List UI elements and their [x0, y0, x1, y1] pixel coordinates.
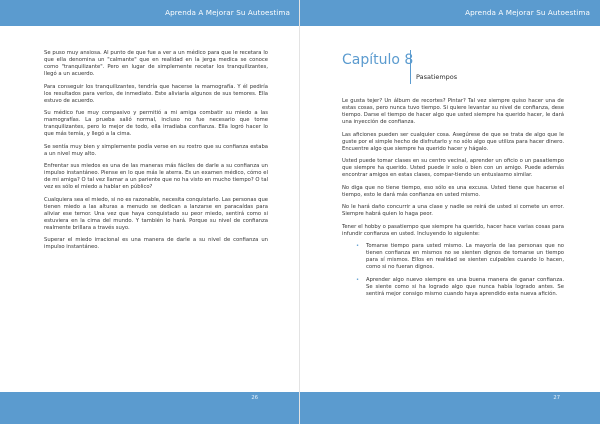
- right-page-number: 27: [553, 395, 560, 401]
- left-body-text: [44, 50, 268, 257]
- right-header-bar: [300, 0, 600, 26]
- left-paragraph-2: Para conseguir los tranquilizantes, tendría que hacerse la mamografía. Y él pediría los resultados para verlos, de inmediato. Este aliviaría algunos de sus temores. Ella estuvo de acuerdo.: [44, 83, 268, 104]
- left-paragraph-1: Se puso muy ansiosa. Al punto de que fue a ver a un médico para que le recetara lo que ella denomina un "calmante" que en realidad en la jerga medica se conoce como "tranquilizante". Pero en lugar de simplemente recetar los tranquilizantes, llegó a un acuerdo.: [44, 50, 268, 77]
- left-footer-bar: [0, 392, 300, 424]
- right-paragraph-2: Las aficiones pueden ser cualquier cosa. Asegúrese de que se trata de algo que le guste por el simple hecho de disfrutarlo y no sólo algo que utiliza para hacer dinero. Encuentre algo que siempre ha querido hacer y hágalo.: [342, 131, 564, 152]
- right-paragraph-1: Le gusta tejer? Un álbum de recortes? Pintar? Tal vez siempre quiso hacer una de estas cosas, pero nunca tuvo tiempo. Si quiere levantar su nivel de confianza, dese tiempo. Darse el tiempo de hacer algo que usted siempre ha querido hacer, le dará una inyección de confianza.: [342, 98, 564, 125]
- left-paragraph-7: Superar el miedo irracional es una manera de darle a su nivel de confianza un impulso instantáneo.: [44, 237, 268, 250]
- left-paragraph-6: Cualquiera sea el miedo, si no es razonable, necesita conquistarlo. Las personas que tienen miedo a las alturas a menudo se dedican a lanzarse en paracaídas para aliviar ese temor. Una vez que haya conquistado su peor miedo, sentirá como si estuviera en la cima del mundo. Y también lo hará. Porque su nivel de confianza realmente brillara a través suyo.: [44, 196, 268, 231]
- right-paragraph-3: Usted puede tomar clases en su centro vecinal, aprender un oficio o un pasatiempo que siempre ha querido. Usted puede ir solo o bien con un amigo. Puede además encontrar amigos en estas clases, compar-tiendo un entusiasmo similar.: [342, 158, 564, 178]
- bullet-glyph: •: [356, 243, 360, 249]
- bullet-text: Tomarse tiempo para usted mismo. La mayoría de las personas que no tienen confianza en mismos no se sienten dignos de tomarse un tiempo para sí mismos. Ellos en realidad se sienten culpables cuando lo hacen, como si no fueran dignos.: [366, 243, 564, 270]
- left-header-title: Aprenda A Mejorar Su Autoestima: [165, 8, 290, 17]
- right-footer-bar: [300, 392, 600, 424]
- bullet-text: Aprender algo nuevo siempre es una buena manera de ganar confianza. Se siente como si ha logrado algo que nunca había logrado antes. Se sentirá mejor consigo mismo cuando haya aprendido esta nueva afición.: [366, 276, 564, 297]
- right-paragraph-5: No le hará daño concurrir a una clase y nadie se reirá de usted si comete un error. Siempre habrá quien lo haga peor.: [342, 204, 564, 217]
- bullet-item: [342, 243, 564, 271]
- chapter-title: Capítulo 8: [342, 52, 414, 68]
- chapter-divider: [410, 50, 411, 84]
- bullet-glyph: •: [356, 276, 360, 283]
- right-paragraph-4: No diga que no tiene tiempo, eso sólo es una excusa. Usted tiene que hacerse el tiempo, esto le dará más confianza en usted mismo.: [342, 184, 564, 198]
- bullet-item: [342, 277, 564, 298]
- left-paragraph-4: Se sentía muy bien y simplemente podía verse en su rostro que su confianza estaba a un nivel muy alto.: [44, 143, 268, 157]
- bullet-list: [342, 243, 564, 298]
- left-paragraph-3: Su médico fue muy compasivo y permitió a mi amiga combatir su miedo a las mamografías. La prueba salió normal, incluso no fue necesario que tome tranquilizantes, pero lo mejor de todo, ella irradiaba confianza. Ella logró hacer lo que más temía, y llegó a la cima.: [44, 110, 268, 137]
- left-paragraph-5: Enfrentar sus miedos es una de las maneras más fáciles de darle a su confianza un impulso instantáneo. Piense en lo que más le aterra. Es un examen médico, cómo el de mi amiga? O tal vez llamar a un pariente que no ha visto en mucho tiempo? O tal vez es sólo el miedo a hablar en público?: [44, 163, 268, 190]
- right-page: [300, 0, 600, 424]
- chapter-subtitle: Pasatiempos: [416, 73, 458, 81]
- left-page-number: 26: [251, 395, 258, 401]
- left-header-bar: [0, 0, 300, 26]
- right-header-title: Aprenda A Mejorar Su Autoestima: [465, 8, 590, 17]
- right-paragraph-6: Tener el hobby o pasatiempo que siempre ha querido, hacer hace varias cosas para infundir confianza en usted. Incluyendo lo siguiente:: [342, 223, 564, 237]
- right-body-text: [342, 98, 564, 303]
